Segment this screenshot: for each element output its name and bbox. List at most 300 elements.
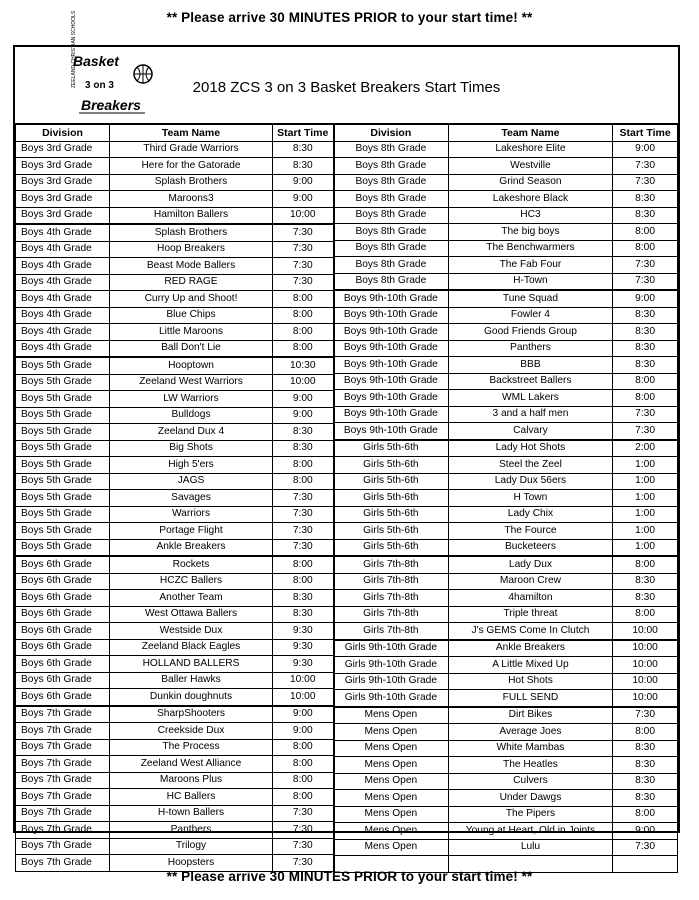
team-name-cell: Zeeland West Warriors — [110, 374, 273, 391]
team-name-cell: Lakeshore Black — [448, 191, 612, 208]
table-row — [16, 623, 334, 640]
table-row — [16, 291, 334, 308]
start-time-cell: 8:30 — [613, 790, 678, 807]
start-time-cell: 9:30 — [273, 623, 334, 640]
division-cell: Girls 5th-6th — [334, 523, 449, 540]
start-time-cell: 7:30 — [273, 274, 334, 291]
start-time-cell: 8:00 — [613, 390, 678, 407]
table-row — [16, 789, 334, 806]
table-row — [16, 573, 334, 590]
team-name-cell: The Heatles — [448, 757, 612, 774]
team-name-cell: WML Lakers — [448, 390, 612, 407]
division-cell: Girls 5th-6th — [334, 473, 449, 490]
table-row — [334, 290, 678, 307]
start-time-cell: 1:00 — [613, 490, 678, 507]
division-cell: Boys 6th Grade — [16, 573, 110, 590]
team-name-cell: Westside Dux — [110, 623, 273, 640]
team-name-cell: Savages — [110, 490, 273, 507]
table-row — [334, 640, 678, 657]
table-row — [334, 657, 678, 674]
table-row — [334, 673, 678, 690]
division-cell: Boys 3rd Grade — [16, 207, 110, 224]
division-cell: Boys 5th Grade — [16, 539, 110, 556]
table-row — [16, 739, 334, 756]
team-name-cell: Zeeland West Alliance — [110, 756, 273, 773]
start-time-cell: 10:00 — [613, 657, 678, 674]
division-cell: Boys 4th Grade — [16, 340, 110, 357]
team-name-cell: LW Warriors — [110, 391, 273, 408]
start-time-cell: 9:00 — [613, 823, 678, 840]
division-cell: Girls 7th-8th — [334, 556, 449, 573]
division-cell: Boys 5th Grade — [16, 357, 110, 374]
team-name-cell: SharpShooters — [110, 706, 273, 723]
table-row — [334, 823, 678, 840]
division-cell: Boys 4th Grade — [16, 291, 110, 308]
team-name-cell: High 5'ers — [110, 457, 273, 474]
table-row — [16, 241, 334, 258]
division-cell: Boys 8th Grade — [334, 141, 449, 158]
division-cell: Boys 6th Grade — [16, 672, 110, 689]
division-cell: Boys 6th Grade — [16, 590, 110, 607]
team-name-cell: FULL SEND — [448, 690, 612, 707]
table-row — [334, 423, 678, 440]
team-name-cell: Zeeland Dux 4 — [110, 424, 273, 441]
start-time-cell: 10:00 — [613, 690, 678, 707]
table-row — [16, 523, 334, 540]
start-time-cell: 9:30 — [273, 656, 334, 673]
division-cell: Boys 6th Grade — [16, 623, 110, 640]
team-name-cell: Lakeshore Elite — [448, 141, 612, 158]
start-time-cell: 7:30 — [273, 805, 334, 822]
team-name-cell: Another Team — [110, 590, 273, 607]
table-row — [334, 773, 678, 790]
division-cell: Boys 7th Grade — [16, 706, 110, 723]
table-row — [334, 191, 678, 208]
start-time-cell: 8:30 — [273, 606, 334, 623]
team-name-cell: Good Friends Group — [448, 324, 612, 341]
start-time-cell: 8:30 — [273, 158, 334, 175]
division-cell: Girls 5th-6th — [334, 506, 449, 523]
team-name-cell: BBB — [448, 357, 612, 374]
division-cell: Girls 9th-10th Grade — [334, 640, 449, 657]
team-name-cell: J's GEMS Come In Clutch — [448, 623, 612, 640]
start-time-cell: 8:00 — [613, 224, 678, 241]
division-cell: Boys 9th-10th Grade — [334, 324, 449, 341]
start-time-cell: 10:00 — [273, 374, 334, 391]
team-name-cell: Lady Dux — [448, 556, 612, 573]
division-cell: Boys 6th Grade — [16, 556, 110, 573]
division-cell: Boys 5th Grade — [16, 523, 110, 540]
table-row — [16, 805, 334, 822]
division-cell: Boys 5th Grade — [16, 457, 110, 474]
team-name-cell: 3 and a half men — [448, 406, 612, 423]
start-time-cell: 7:30 — [613, 707, 678, 724]
start-time-cell: 8:00 — [273, 556, 334, 573]
start-time-cell: 2:00 — [613, 440, 678, 457]
team-name-cell: The Pipers — [448, 806, 612, 823]
division-cell: Girls 7th-8th — [334, 623, 449, 640]
table-row — [334, 623, 678, 640]
team-name-cell: Zeeland Black Eagles — [110, 639, 273, 656]
division-cell: Boys 4th Grade — [16, 258, 110, 275]
start-time-cell: 8:30 — [613, 340, 678, 357]
table-row — [334, 573, 678, 590]
division-cell: Boys 8th Grade — [334, 273, 449, 290]
team-name-cell: Splash Brothers — [110, 224, 273, 241]
table-row — [334, 473, 678, 490]
table-row — [334, 224, 678, 241]
table-row — [334, 590, 678, 607]
table-row — [16, 639, 334, 656]
table-row — [16, 473, 334, 490]
table-row — [334, 307, 678, 324]
team-name-cell: Backstreet Ballers — [448, 373, 612, 390]
table-row — [16, 838, 334, 855]
team-name-cell: Panthers — [110, 822, 273, 839]
start-time-cell: 7:30 — [613, 257, 678, 274]
team-name-cell: Lulu — [448, 839, 612, 856]
division-cell: Girls 7th-8th — [334, 590, 449, 607]
team-name-cell: Maroons3 — [110, 191, 273, 208]
start-time-cell: 8:00 — [273, 756, 334, 773]
table-row — [334, 790, 678, 807]
start-time-cell: 7:30 — [273, 241, 334, 258]
division-cell: Boys 8th Grade — [334, 174, 449, 191]
schedule-table-right — [333, 124, 678, 873]
start-time-cell: 8:30 — [613, 573, 678, 590]
table-row — [334, 174, 678, 191]
division-cell: Mens Open — [334, 757, 449, 774]
team-name-cell: RED RAGE — [110, 274, 273, 291]
start-time-cell: 8:30 — [613, 773, 678, 790]
division-cell: Boys 9th-10th Grade — [334, 423, 449, 440]
start-time-cell: 9:00 — [613, 290, 678, 307]
division-cell: Boys 7th Grade — [16, 855, 110, 872]
start-time-cell: 8:00 — [273, 772, 334, 789]
table-row — [334, 724, 678, 741]
table-row — [16, 224, 334, 241]
table-row — [334, 606, 678, 623]
division-cell: Boys 8th Grade — [334, 158, 449, 175]
table-row — [334, 839, 678, 856]
team-name-cell: West Ottawa Ballers — [110, 606, 273, 623]
team-name-cell: Fowler 4 — [448, 307, 612, 324]
table-row — [16, 606, 334, 623]
team-name-cell: Triple threat — [448, 606, 612, 623]
division-cell: Girls 9th-10th Grade — [334, 673, 449, 690]
team-name-cell: Steel the Zeel — [448, 457, 612, 474]
team-name-cell: Hoop Breakers — [110, 241, 273, 258]
start-time-cell: 7:30 — [273, 224, 334, 241]
team-name-cell: 4hamilton — [448, 590, 612, 607]
start-time-cell: 8:30 — [273, 440, 334, 457]
start-time-cell: 7:30 — [273, 855, 334, 872]
table-row — [334, 690, 678, 707]
division-cell: Boys 7th Grade — [16, 756, 110, 773]
division-cell: Girls 7th-8th — [334, 573, 449, 590]
division-cell: Girls 5th-6th — [334, 457, 449, 474]
table-row — [16, 457, 334, 474]
table-row — [334, 740, 678, 757]
division-cell: Mens Open — [334, 707, 449, 724]
team-name-cell: H Town — [448, 490, 612, 507]
start-time-cell: 8:00 — [273, 573, 334, 590]
team-name-cell: Grind Season — [448, 174, 612, 191]
start-time-cell: 7:30 — [273, 523, 334, 540]
team-name-cell: Splash Brothers — [110, 174, 273, 191]
start-time-cell: 7:30 — [613, 174, 678, 191]
division-cell: Boys 4th Grade — [16, 241, 110, 258]
division-cell: Girls 9th-10th Grade — [334, 690, 449, 707]
table-row — [334, 539, 678, 556]
start-time-cell: 7:30 — [273, 506, 334, 523]
team-name-cell: Baller Hawks — [110, 672, 273, 689]
team-name-cell: Tune Squad — [448, 290, 612, 307]
table-row — [16, 391, 334, 408]
start-time-cell: 1:00 — [613, 539, 678, 556]
division-cell: Boys 9th-10th Grade — [334, 390, 449, 407]
table-row — [16, 556, 334, 573]
team-name-cell: The Benchwarmers — [448, 240, 612, 257]
svg-text:Breakers: Breakers — [81, 97, 141, 113]
table-row — [334, 406, 678, 423]
start-time-cell: 9:30 — [273, 639, 334, 656]
start-time-cell: 8:30 — [613, 757, 678, 774]
table-row — [16, 357, 334, 374]
start-time-cell: 8:00 — [273, 739, 334, 756]
start-time-cell: 10:00 — [273, 207, 334, 224]
table-row — [16, 689, 334, 706]
team-name-cell: Creekside Dux — [110, 723, 273, 740]
division-cell: Boys 3rd Grade — [16, 158, 110, 175]
svg-text:Basket: Basket — [73, 53, 119, 69]
division-cell: Boys 5th Grade — [16, 473, 110, 490]
division-cell: Boys 8th Grade — [334, 207, 449, 224]
start-time-cell: 7:30 — [613, 158, 678, 175]
team-name-cell: Maroon Crew — [448, 573, 612, 590]
start-time-cell: 7:30 — [613, 839, 678, 856]
table-row — [16, 590, 334, 607]
table-row — [334, 757, 678, 774]
division-cell: Boys 7th Grade — [16, 838, 110, 855]
svg-text:3 on 3: 3 on 3 — [85, 80, 114, 91]
table-row — [16, 258, 334, 275]
table-row — [16, 207, 334, 224]
table-row — [16, 772, 334, 789]
table-row — [16, 340, 334, 357]
table-row — [334, 506, 678, 523]
start-time-cell: 1:00 — [613, 473, 678, 490]
sheet-title: 2018 ZCS 3 on 3 Basket Breakers Start Times — [192, 79, 501, 96]
start-time-cell: 8:00 — [613, 556, 678, 573]
table-row — [334, 207, 678, 224]
team-name-cell: Hamilton Ballers — [110, 207, 273, 224]
column-header-start-time: Start Time — [273, 125, 334, 142]
table-row — [16, 706, 334, 723]
start-time-cell: 8:30 — [613, 307, 678, 324]
start-time-cell: 8:00 — [273, 473, 334, 490]
division-cell: Boys 8th Grade — [334, 257, 449, 274]
start-time-cell: 10:00 — [273, 672, 334, 689]
division-cell: Boys 4th Grade — [16, 274, 110, 291]
division-cell: Boys 5th Grade — [16, 374, 110, 391]
table-row — [16, 723, 334, 740]
division-cell: Boys 3rd Grade — [16, 174, 110, 191]
division-cell: Boys 4th Grade — [16, 307, 110, 324]
schedule-table-left — [15, 124, 335, 872]
start-time-cell: 8:30 — [613, 324, 678, 341]
division-cell: Boys 8th Grade — [334, 224, 449, 241]
table-row — [334, 257, 678, 274]
start-time-cell: 8:30 — [273, 590, 334, 607]
team-name-cell: White Mambas — [448, 740, 612, 757]
division-cell: Boys 5th Grade — [16, 424, 110, 441]
division-cell: Mens Open — [334, 724, 449, 741]
table-header-row — [16, 125, 334, 142]
table-row — [334, 556, 678, 573]
start-time-cell: 9:00 — [273, 391, 334, 408]
team-name-cell: HOLLAND BALLERS — [110, 656, 273, 673]
start-time-cell: 1:00 — [613, 523, 678, 540]
table-row — [16, 407, 334, 424]
table-row — [334, 158, 678, 175]
division-cell: Boys 3rd Grade — [16, 191, 110, 208]
start-time-cell: 8:00 — [273, 307, 334, 324]
team-name-cell: HCZC Ballers — [110, 573, 273, 590]
team-name-cell: Culvers — [448, 773, 612, 790]
team-name-cell: The Fource — [448, 523, 612, 540]
division-cell: Mens Open — [334, 806, 449, 823]
table-row — [334, 440, 678, 457]
table-row — [334, 273, 678, 290]
team-name-cell: Rockets — [110, 556, 273, 573]
table-row — [16, 822, 334, 839]
start-time-cell: 8:00 — [613, 724, 678, 741]
division-cell: Boys 9th-10th Grade — [334, 307, 449, 324]
division-cell: Boys 7th Grade — [16, 805, 110, 822]
arrival-notice-bottom: ** Please arrive 30 MINUTES PRIOR to your start time! ** — [166, 869, 533, 884]
division-cell: Mens Open — [334, 790, 449, 807]
table-row — [334, 324, 678, 341]
team-name-cell: Maroons Plus — [110, 772, 273, 789]
division-cell: Boys 5th Grade — [16, 391, 110, 408]
team-name-cell: Third Grade Warriors — [110, 141, 273, 158]
table-row — [16, 539, 334, 556]
start-time-cell: 8:00 — [613, 240, 678, 257]
division-cell: Girls 5th-6th — [334, 490, 449, 507]
team-name-cell: HC3 — [448, 207, 612, 224]
team-name-cell: H-town Ballers — [110, 805, 273, 822]
team-name-cell: Young at Heart, Old in Joints — [448, 823, 612, 840]
division-cell: Boys 3rd Grade — [16, 141, 110, 158]
team-name-cell: Here for the Gatorade — [110, 158, 273, 175]
team-name-cell: Curry Up and Shoot! — [110, 291, 273, 308]
team-name-cell: Blue Chips — [110, 307, 273, 324]
team-name-cell: Panthers — [448, 340, 612, 357]
start-time-cell: 9:00 — [273, 174, 334, 191]
division-cell: Girls 5th-6th — [334, 539, 449, 556]
column-header-division: Division — [16, 125, 110, 142]
start-time-cell: 7:30 — [613, 273, 678, 290]
table-row — [334, 141, 678, 158]
column-header-team-name: Team Name — [448, 125, 612, 142]
table-row — [16, 656, 334, 673]
start-time-cell: 8:00 — [273, 457, 334, 474]
division-cell: Boys 4th Grade — [16, 224, 110, 241]
table-row — [16, 440, 334, 457]
team-name-cell: Ankle Breakers — [448, 640, 612, 657]
division-cell: Boys 8th Grade — [334, 191, 449, 208]
start-time-cell: 8:30 — [613, 207, 678, 224]
start-time-cell: 10:00 — [273, 689, 334, 706]
start-time-cell: 7:30 — [613, 423, 678, 440]
team-name-cell: Dunkin doughnuts — [110, 689, 273, 706]
team-name-cell: Calvary — [448, 423, 612, 440]
team-name-cell: HC Ballers — [110, 789, 273, 806]
division-cell: Boys 7th Grade — [16, 822, 110, 839]
table-row — [334, 523, 678, 540]
division-cell: Mens Open — [334, 740, 449, 757]
start-time-cell: 9:00 — [613, 141, 678, 158]
team-name-cell: The Fab Four — [448, 257, 612, 274]
team-name-cell: H-Town — [448, 273, 612, 290]
team-name-cell: Average Joes — [448, 724, 612, 741]
table-row — [16, 191, 334, 208]
table-row — [16, 274, 334, 291]
start-time-cell: 7:30 — [273, 258, 334, 275]
division-cell: Boys 5th Grade — [16, 407, 110, 424]
division-cell: Boys 7th Grade — [16, 739, 110, 756]
start-time-cell: 7:30 — [273, 838, 334, 855]
start-time-cell: 8:00 — [273, 789, 334, 806]
team-name-cell: Big Shots — [110, 440, 273, 457]
table-row — [334, 373, 678, 390]
start-time-cell: 7:30 — [273, 490, 334, 507]
start-time-cell: 10:00 — [613, 623, 678, 640]
division-cell: Boys 5th Grade — [16, 440, 110, 457]
division-cell: Girls 7th-8th — [334, 606, 449, 623]
team-name-cell: Lady Dux 56ers — [448, 473, 612, 490]
start-time-cell: 8:00 — [273, 324, 334, 341]
team-name-cell: The big boys — [448, 224, 612, 241]
division-cell: Boys 9th-10th Grade — [334, 340, 449, 357]
division-cell: Boys 7th Grade — [16, 789, 110, 806]
team-name-cell: Ankle Breakers — [110, 539, 273, 556]
table-row — [16, 756, 334, 773]
start-time-cell: 8:00 — [273, 340, 334, 357]
start-time-cell: 9:00 — [273, 191, 334, 208]
team-name-cell: Little Maroons — [110, 324, 273, 341]
table-row — [16, 672, 334, 689]
division-cell: Mens Open — [334, 773, 449, 790]
table-row — [334, 240, 678, 257]
column-header-start-time: Start Time — [613, 125, 678, 142]
start-time-cell: 1:00 — [613, 506, 678, 523]
table-row — [16, 374, 334, 391]
start-time-cell: 8:30 — [613, 740, 678, 757]
table-row — [16, 490, 334, 507]
team-name-cell: Westville — [448, 158, 612, 175]
division-cell: Boys 7th Grade — [16, 772, 110, 789]
division-cell: Boys 6th Grade — [16, 606, 110, 623]
column-header-division: Division — [334, 125, 449, 142]
table-row — [16, 141, 334, 158]
division-cell: Boys 9th-10th Grade — [334, 290, 449, 307]
team-name-cell: Hooptown — [110, 357, 273, 374]
division-cell: Boys 8th Grade — [334, 240, 449, 257]
table-row — [16, 424, 334, 441]
table-row — [334, 357, 678, 374]
